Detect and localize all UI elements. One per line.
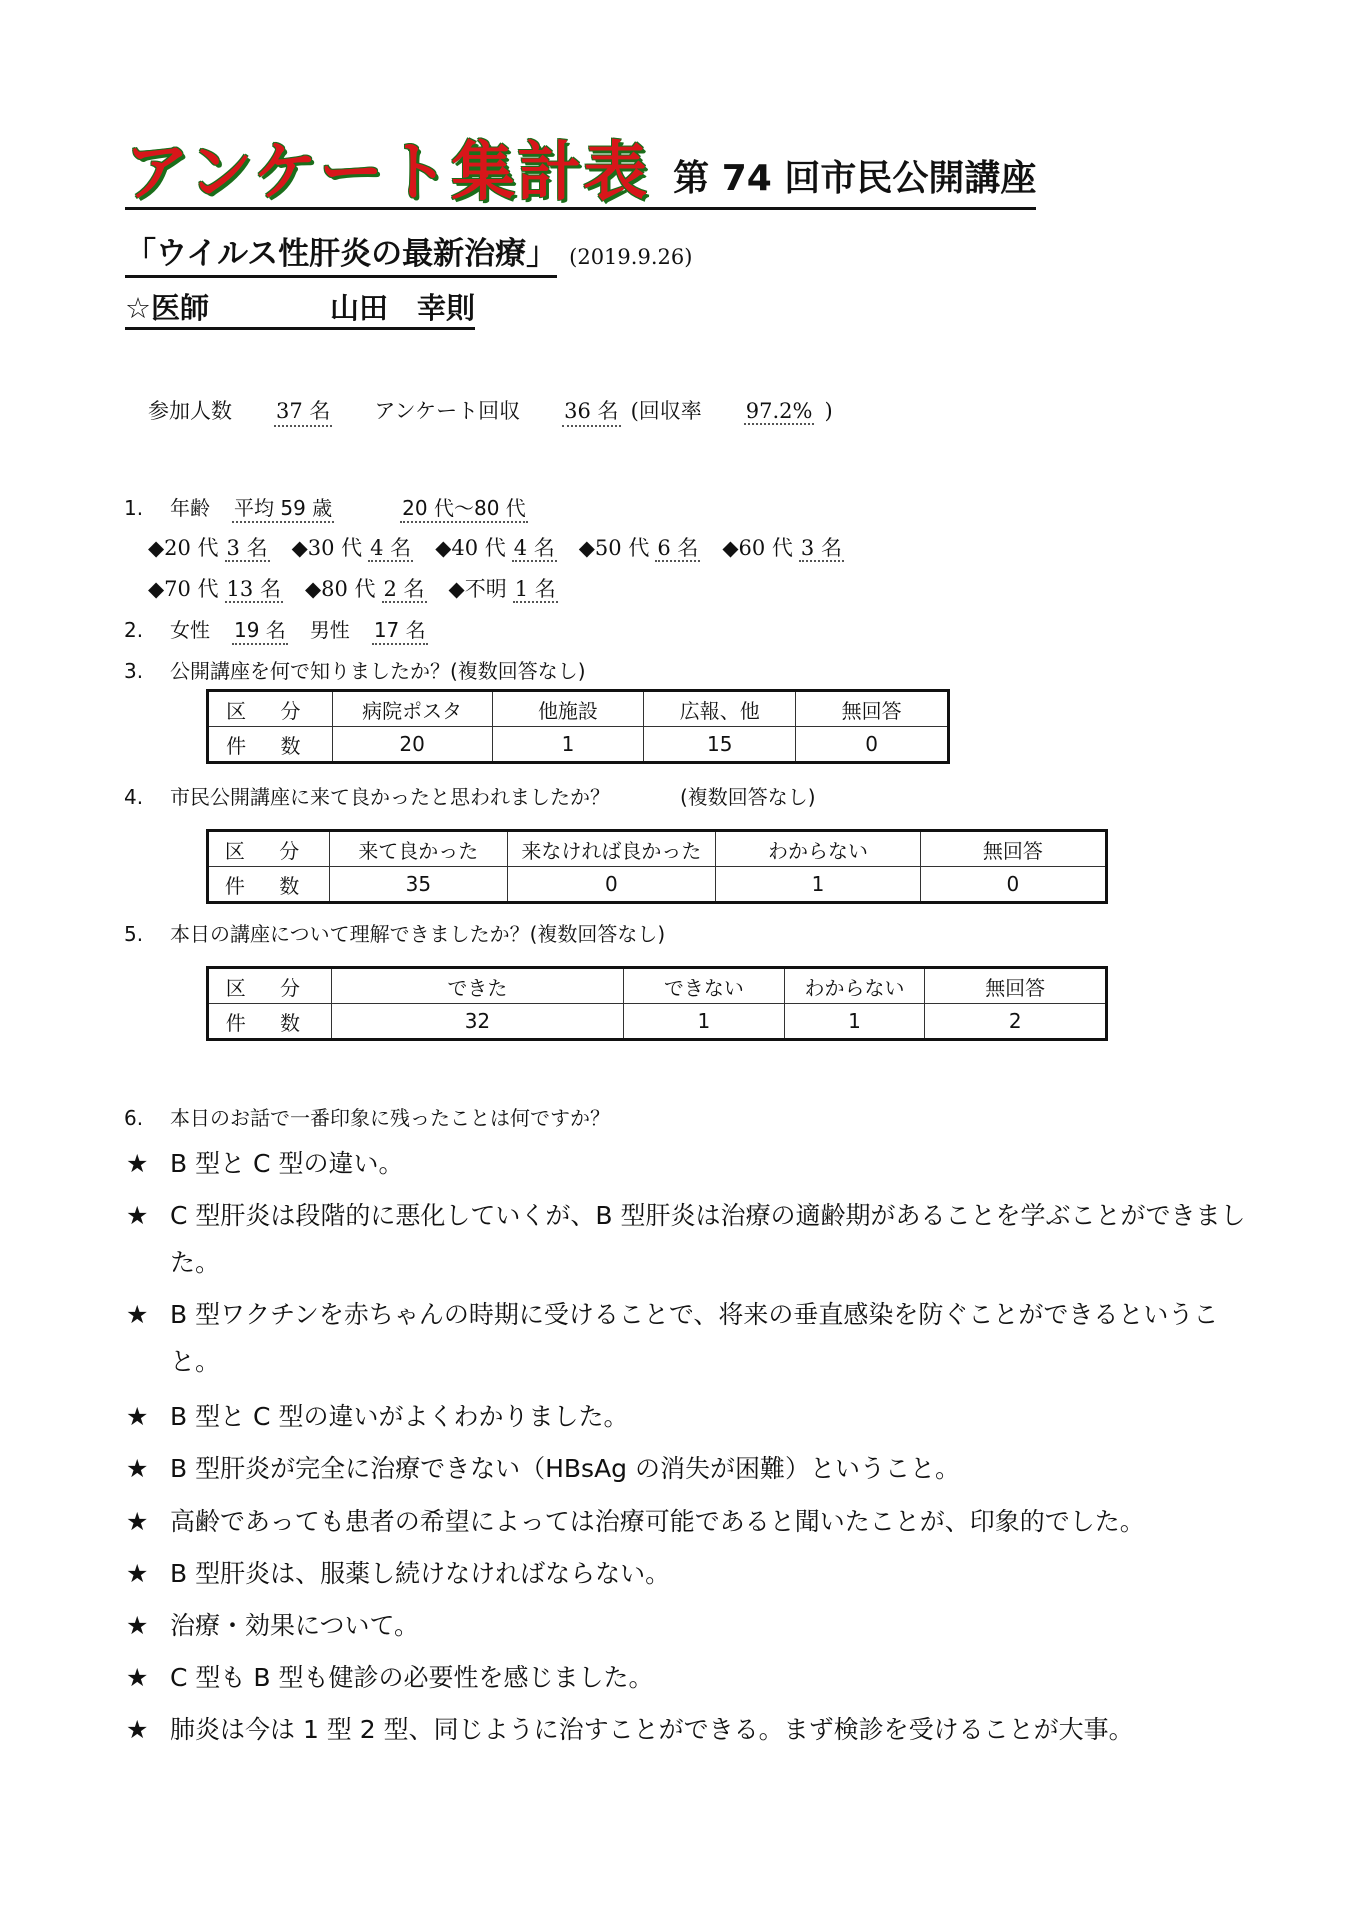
row-count-label: 件 数 <box>208 867 330 903</box>
q6-number: 6. <box>124 1106 144 1130</box>
star-icon: ★ <box>126 1454 149 1483</box>
column-header: 他施設 <box>492 691 644 727</box>
table-cell: 0 <box>507 867 716 903</box>
q5-table <box>206 966 1108 1041</box>
column-header: 無回答 <box>925 968 1107 1004</box>
row-count-label: 件 数 <box>208 727 333 763</box>
q6-line <box>124 1102 610 1131</box>
comment-text: 高齢であっても患者の希望によっては治療可能であると聞いたことが、印象的でした。 <box>170 1507 1145 1536</box>
table-row <box>208 691 949 727</box>
table-cell: 15 <box>644 727 796 763</box>
table-cell: 0 <box>920 867 1106 903</box>
table-row <box>208 867 1107 903</box>
comment-text: B 型肝炎が完全に治療できない（HBsAg の消失が困難）ということ。 <box>170 1454 960 1483</box>
comment-item <box>126 1445 1266 1492</box>
row-count-label: 件 数 <box>208 1004 332 1040</box>
q2-number: 2. <box>124 618 144 642</box>
collected-label: アンケート回収 <box>374 399 521 423</box>
female-value: 19 名 <box>232 614 288 645</box>
comment-text: B 型と C 型の違い。 <box>170 1149 404 1178</box>
table-cell: 1 <box>716 867 921 903</box>
column-header: 来て良かった <box>330 831 507 867</box>
participants-value: 37 名 <box>274 395 332 427</box>
table-cell: 35 <box>330 867 507 903</box>
column-header: わからない <box>784 968 925 1004</box>
age-item: ◆20 代 3 名 <box>148 536 268 560</box>
q5-line <box>124 918 665 947</box>
q5-number: 5. <box>124 922 144 946</box>
comment-item <box>126 1706 1266 1753</box>
row-head-label: 区 分 <box>208 831 330 867</box>
age-item: ◆50 代 6 名 <box>578 536 699 560</box>
q3-question: 公開講座を何で知りましたか？(複数回答なし) <box>170 659 586 683</box>
q4-table <box>206 829 1108 904</box>
column-header: 病院ポスタ <box>332 691 492 727</box>
q5-question: 本日の講座について理解できましたか？(複数回答なし) <box>170 922 666 946</box>
column-header: できた <box>331 968 623 1004</box>
comment-item <box>126 1654 1266 1701</box>
table-cell: 1 <box>492 727 644 763</box>
comment-item <box>126 1140 1266 1187</box>
table-row <box>208 727 949 763</box>
star-icon: ★ <box>126 1715 149 1744</box>
column-header: わからない <box>716 831 921 867</box>
column-header: 来なければ良かった <box>507 831 716 867</box>
comment-item <box>126 1550 1266 1597</box>
collected-value: 36 名 <box>562 395 620 427</box>
male-value: 17 名 <box>372 614 428 645</box>
comment-item <box>126 1393 1266 1440</box>
comment-item <box>126 1192 1266 1286</box>
comment-text: C 型も B 型も健診の必要性を感じました。 <box>170 1663 654 1692</box>
q1-average: 平均 59 歳 <box>232 492 334 523</box>
rate-value: 97.2% <box>745 399 813 423</box>
comment-text: C 型肝炎は段階的に悪化していくが、B 型肝炎は治療の適齢期があることを学ぶことができました。 <box>170 1201 1246 1277</box>
participation-line <box>148 395 833 427</box>
star-icon: ★ <box>126 1402 149 1431</box>
star-icon: ★ <box>126 1300 149 1329</box>
table-row <box>208 831 1107 867</box>
comment-text: 肺炎は今は 1 型 2 型、同じように治すことができる。まず検診を受けることが大事。 <box>170 1715 1134 1744</box>
column-header: できない <box>624 968 785 1004</box>
q4-line <box>124 781 816 810</box>
lecture-line <box>125 228 692 278</box>
star-icon: ★ <box>126 1201 149 1230</box>
table-cell: 1 <box>784 1004 925 1040</box>
column-header: 無回答 <box>796 691 949 727</box>
q1-range: 20 代～80 代 <box>400 492 528 523</box>
q3-line <box>124 655 586 684</box>
rate-close: ) <box>824 399 833 423</box>
age-row-1 <box>148 532 844 562</box>
age-item: ◆60 代 3 名 <box>722 536 842 560</box>
comment-text: B 型肝炎は、服薬し続けなければならない。 <box>170 1559 671 1588</box>
lecture-title: 「ウイルス性肝炎の最新治療」 <box>125 228 557 278</box>
column-header: 無回答 <box>920 831 1106 867</box>
comment-item <box>126 1498 1266 1545</box>
q4-question: 市民公開講座に来て良かったと思われましたか？ <box>170 785 610 809</box>
q3-number: 3. <box>124 659 144 683</box>
row-head-label: 区 分 <box>208 691 333 727</box>
q1-number: 1. <box>124 496 144 520</box>
table-cell: 32 <box>331 1004 623 1040</box>
doctor-name: 山田 幸則 <box>330 291 476 325</box>
participants-label: 参加人数 <box>148 399 232 423</box>
rate-open: (回収率 <box>630 399 702 423</box>
doctor-role: ☆医師 <box>125 291 209 325</box>
table-cell: 1 <box>624 1004 785 1040</box>
column-header: 広報、他 <box>644 691 796 727</box>
comment-item <box>126 1602 1266 1649</box>
table-cell: 20 <box>332 727 492 763</box>
doctor-line <box>125 286 475 330</box>
age-item: ◆不明 1 名 <box>448 577 556 601</box>
row-head-label: 区 分 <box>208 968 332 1004</box>
q3-table <box>206 689 950 764</box>
comment-text: B 型ワクチンを赤ちゃんの時期に受けることで、将来の垂直感染を防ぐことができるということ。 <box>170 1300 1219 1376</box>
table-row <box>208 968 1107 1004</box>
table-cell: 2 <box>925 1004 1107 1040</box>
star-icon: ★ <box>126 1663 149 1692</box>
age-item: ◆70 代 13 名 <box>148 577 281 601</box>
age-item: ◆40 代 4 名 <box>435 536 555 560</box>
star-icon: ★ <box>126 1559 149 1588</box>
comment-text: B 型と C 型の違いがよくわかりました。 <box>170 1402 629 1431</box>
age-item: ◆30 代 4 名 <box>291 536 412 560</box>
age-item: ◆80 代 2 名 <box>304 577 425 601</box>
star-icon: ★ <box>126 1507 149 1536</box>
male-label: 男性 <box>309 618 350 642</box>
table-row <box>208 1004 1107 1040</box>
title-block <box>125 136 1037 210</box>
q2-line <box>124 614 428 645</box>
q4-note: (複数回答なし) <box>680 785 816 809</box>
main-title: アンケート集計表 <box>125 136 650 210</box>
comment-item <box>126 1291 1266 1385</box>
q4-number: 4. <box>124 785 144 809</box>
age-row-2 <box>148 573 558 603</box>
female-label: 女性 <box>170 618 210 642</box>
comment-text: 治療・効果について。 <box>170 1611 420 1640</box>
q6-question: 本日のお話で一番印象に残ったことは何ですか？ <box>170 1106 610 1130</box>
star-icon: ★ <box>126 1149 149 1178</box>
sub-title: 第 74 回市民公開講座 <box>673 158 1037 200</box>
table-cell: 0 <box>796 727 949 763</box>
q1-line <box>124 492 528 523</box>
q1-label: 年齢 <box>170 496 210 520</box>
star-icon: ★ <box>126 1611 149 1640</box>
lecture-date: (2019.9.26) <box>569 245 693 269</box>
